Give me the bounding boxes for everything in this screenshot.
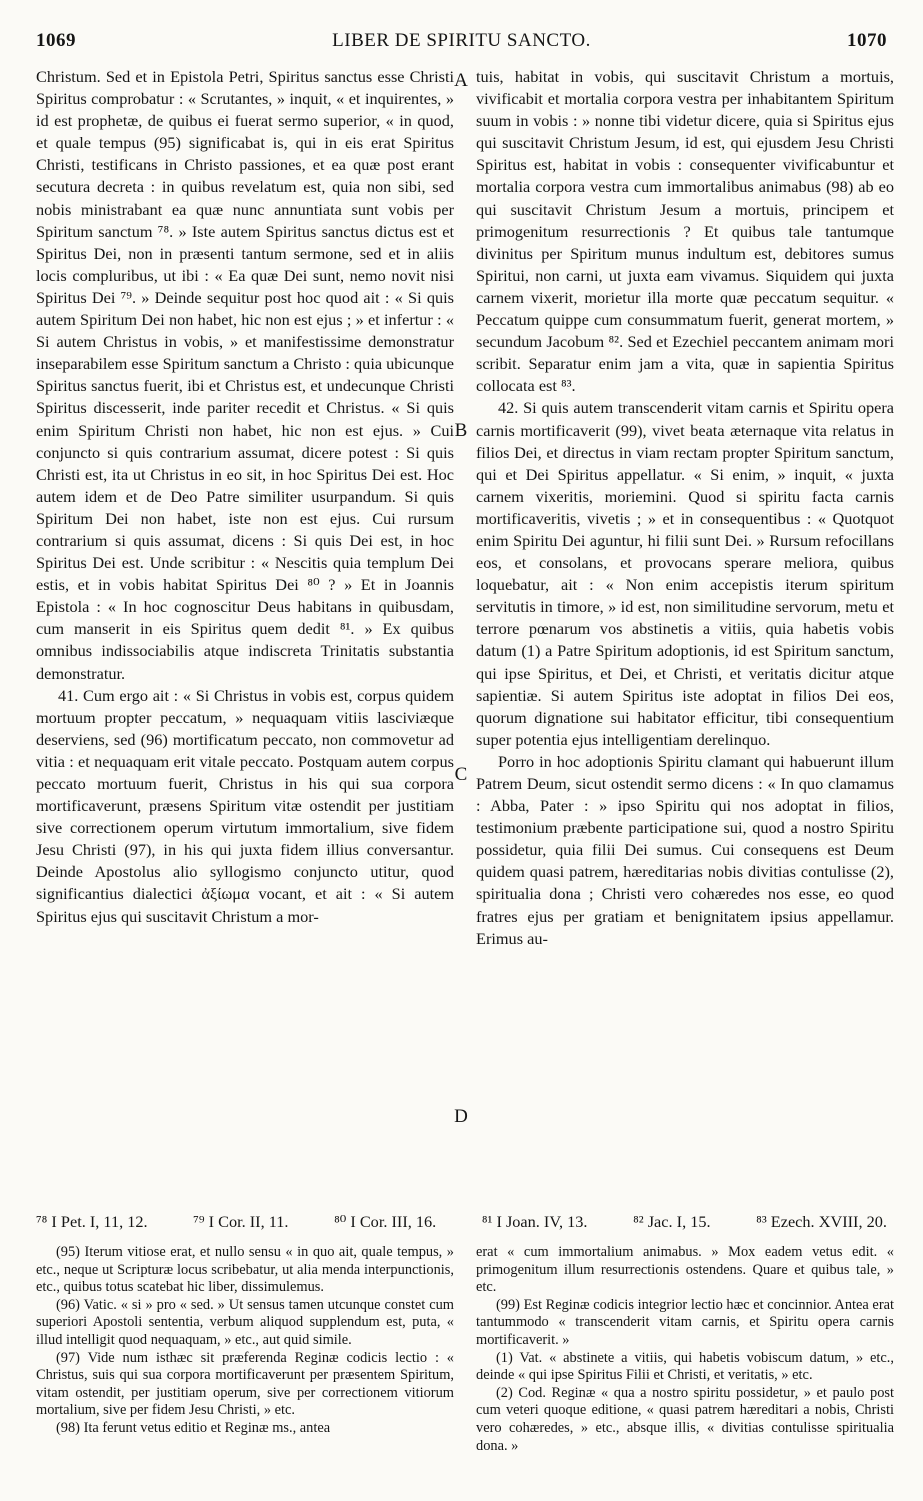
section-marker-c: C [454, 764, 468, 785]
page-number-left: 1069 [36, 30, 76, 51]
footnote: (1) Vat. « abstinete a vitiis, qui habetis vobiscum datum, » etc., deinde « qui ipse Spiritus Filii et Christi, et veritatis, » etc. [476, 1349, 894, 1384]
page-number-right: 1070 [847, 30, 887, 51]
paragraph-41: 41. Cum ergo ait : « Si Christus in vobis est, corpus quidem mortuum propter peccatum, » nequaquam vitiis lasciviæque deserviens, sed (96) mortificatum peccato, non commovetur ad vitia : et nequaquam erit vitale peccato. Postquam autem corpus peccato mortuum fuerit, Christus in his qui sua corpora mortificaverunt, præsens Spiritum vitæ ostendit per justitiam sive correctionem operum virtutum immortalium, sive fidem Jesu Christi (97), in his qui juxta fidem illius conversantur. Deinde Apostolus alio syllogismo conjuncto utitur, quod significantius dialectici ἀξίωμα vocant, et ait : « Si autem Spiritus ejus qui suscitavit Christum a mor- [36, 685, 454, 926]
footnotes-right [476, 1244, 894, 1455]
reference: ⁷⁸ I Pet. I, 11, 12. [36, 1212, 148, 1231]
footnote: (98) Ita ferunt vetus editio et Reginæ ms., antea [56, 1419, 331, 1436]
footnote: (95) Iterum vitiose erat, et nullo sensu « in quo ait, quale tempus, » etc., neque ut Scripturæ locus scribebatur, ut alia menda interpunctionis, etc., quibus totus scatebat hic liber, dissimulemus. [36, 1244, 454, 1296]
section-marker-b: B [454, 420, 468, 441]
footnote: (96) Vatic. « si » pro « sed. » Ut sensus tamen utcunque constet cum superiori Apostoli sententia, verbum aliquod supplendum est, puta, « illud intelligit quod nequaquam, » etc., aut quid simile. [36, 1296, 454, 1348]
paragraph-42: 42. Si quis autem transcenderit vitam carnis et Spiritu opera carnis mortificaverit (99), vivet beata æternaque vita relatus in filios Dei, et directus in viam rectam propter Spiritum sanctum, qui et Dei Spiritus appellatur. « Si enim, » inquit, « juxta carnem vixeritis, moriemini. Quod si spiritu facta carnis mortificaveritis, vivetis ; » et in consequentibus : « Quotquot enim Spiritu Dei aguntur, hi filii sunt Dei. » Rursum refocillans eos, et consolans, et provocans sperare meliora, quibus loquebatur, ait : « Non enim accepistis iterum spiritum servitutis in timore, » id est, non similitudine servorum, metu et terrore pœnarum vos abstinetis a vitiis, quia habetis vobis datum (1) a Patre Spiritum adoptionis, id est Spiritum sanctum, qui ipse Spiritus, et Dei, et Christi, et veritatis dicitur atque sapientiæ. Si autem Spiritus iste adoptat in filios Dei eos, quorum dignatione sui habitator efficitur, tibi consequentium super potentia ejus intelligentiam derelinquo. [476, 398, 894, 749]
running-header [36, 30, 887, 60]
running-title: LIBER DE SPIRITU SANCTO. [332, 30, 591, 51]
left-column [36, 66, 454, 928]
reference: ⁷⁹ I Cor. II, 11. [193, 1212, 289, 1231]
reference: ⁸² Jac. I, 15. [633, 1212, 711, 1231]
reference: ⁸¹ I Joan. IV, 13. [481, 1212, 588, 1231]
footnote: (2) Cod. Reginæ « qua a nostro spiritu possidetur, » et paulo post cum veteri quoque editione, « quasi patrem hæreditari a nobis, Christi vero cohæredes, » etc., absque illis, « divitias contulisse spiritualia dona. » [476, 1384, 894, 1454]
paragraph: tuis, habitat in vobis, qui suscitavit Christum a mortuis, vivificabit et mortalia corpora vestra per inhabitantem Spiritum suum in vobis : » nonne tibi videtur dicere, quia si Spiritus ejus qui suscitavit Christum Jesum, id est, qui ejusdem Jesu Christi Spiritus est, habitat in vobis : consequenter vivificabuntur et mortalia corpora vestra cum immortalibus animabus (98) ab eo qui suscitavit Christum Jesum a mortuis, principem et primogenitum resurrectionis ? Et quibus tale tantumque divinitus per Spiritum munus indultum est, debitores sumus Spiritui, non carni, ut juxta eam vivamus. Siquidem qui juxta carnem vixerit, morietur illa morte quæ peccatum sequitur. « Peccatum quippe cum consummatum fuerit, generat mortem, » secundum Jacobum ⁸². Sed et Ezechiel peccantem animam mori scribit. Separatur enim jam a vita, quæ in sapientia Spiritus collocata est ⁸³. [476, 67, 894, 396]
scripture-references [36, 1212, 887, 1232]
footnote: (97) Vide num isthæc sit præferenda Reginæ codicis lectio : « Christus, suis qui sua corpora mortificaverunt per præsentem Spiritum, vitam ostendit, per justitiam operum, sive per correctionem vitiorum mortalium, sive per fidem Jesu Christi, » etc. [36, 1349, 454, 1419]
reference: ⁸³ Ezech. XVIII, 20. [756, 1212, 887, 1231]
footnotes-left [36, 1244, 454, 1438]
right-column [476, 66, 894, 950]
section-marker-a: A [454, 70, 468, 91]
reference: ⁸⁰ I Cor. III, 16. [334, 1212, 437, 1231]
section-marker-d: D [454, 1106, 468, 1127]
footnote: erat « cum immortalium animabus. » Mox eadem vetus edit. « primogenitum illum resurrectionis ostendens. Quare et quibus tale, » etc. [476, 1244, 894, 1296]
paragraph: Porro in hoc adoptionis Spiritu clamant qui habuerunt illum Patrem Deum, sicut ostendit sermo dicens : « In quo clamamus : Abba, Pater : » ipso Spiritu qui nos adoptat in filios, testimonium præbente participatione sui, quod a nostro Spiritu possidetur, quia filii Dei sumus. Cui consequens est Deum quidem quasi patrem, hæreditarias nobis divitias contulisse (2), spiritualia dona ; Christi vero cohæredes nos esse, eo quod fratres ejus per gratiam et benignitatem ipsius appellamur. Erimus au- [476, 751, 894, 948]
paragraph: Christum. Sed et in Epistola Petri, Spiritus sanctus esse Christi Spiritus comprobatur : « Scrutantes, » inquit, « et inquirentes, » id est prophetæ, de quibus ei fuerat sermo superior, « in quod, et quale tempus (95) significabat is, qui in eis erat Spiritus Christi, testificans in Christo passiones, et ea quæ post erant secutura decreta : in quibus revelatum est, quia non sibi, sed nobis ministrabant ea quæ nunc annuntiata sunt vobis per Spiritum sanctum ⁷⁸. » Iste autem Spiritus sanctus dictus est et Spiritus Dei, non in præsenti tantum sermone, sed et in aliis locis compluribus, ut ibi : « Ea quæ Dei sunt, nemo novit nisi Spiritus Dei ⁷⁹. » Deinde sequitur post hoc quod ait : « Si quis autem Spiritum Dei non habet, hic non est ejus ; » et infertur : « Si autem Christus in vobis, » et manifestissime demonstratur inseparabilem esse Spiritum sanctum a Christo : quia ubicunque Spiritus sanctus fuerit, ibi et Christus est, et undecunque Christi Spiritus discesserit, inde pariter recedit et Christus. « Si quis enim Spiritum Christi non habet, hic non est ejus. » Cui conjuncto si quis contrarium assumat, dicere potest : Si quis Christi est, ita ut Christus in eo sit, in hoc Spiritus Dei est. Hoc autem idem et de Deo Patre similiter usurpandum. Si quis Spiritum Dei non habet, iste non est ejus. Cui rursum contrarium si quis assumat, dicens : Si quis Dei est, in hoc Spiritus Dei est. Unde scribitur : « Nescitis quia templum Dei estis, et in vobis habitat Spiritus Dei ⁸⁰ ? » Et in Joannis Epistola : « In hoc cognoscitur Deus habitans in quibusdam, cum manserit in eis Spiritus quem dedit ⁸¹. » Ex quibus omnibus indissociabilis atque indiscreta Trinitatis substantia demonstratur. [36, 67, 454, 683]
footnote: (99) Est Reginæ codicis integrior lectio hæc et concinnior. Antea erat tantummodo « transcenderit vitam carnis, et Spiritu opera carnis mortificaverit. » [476, 1296, 894, 1348]
